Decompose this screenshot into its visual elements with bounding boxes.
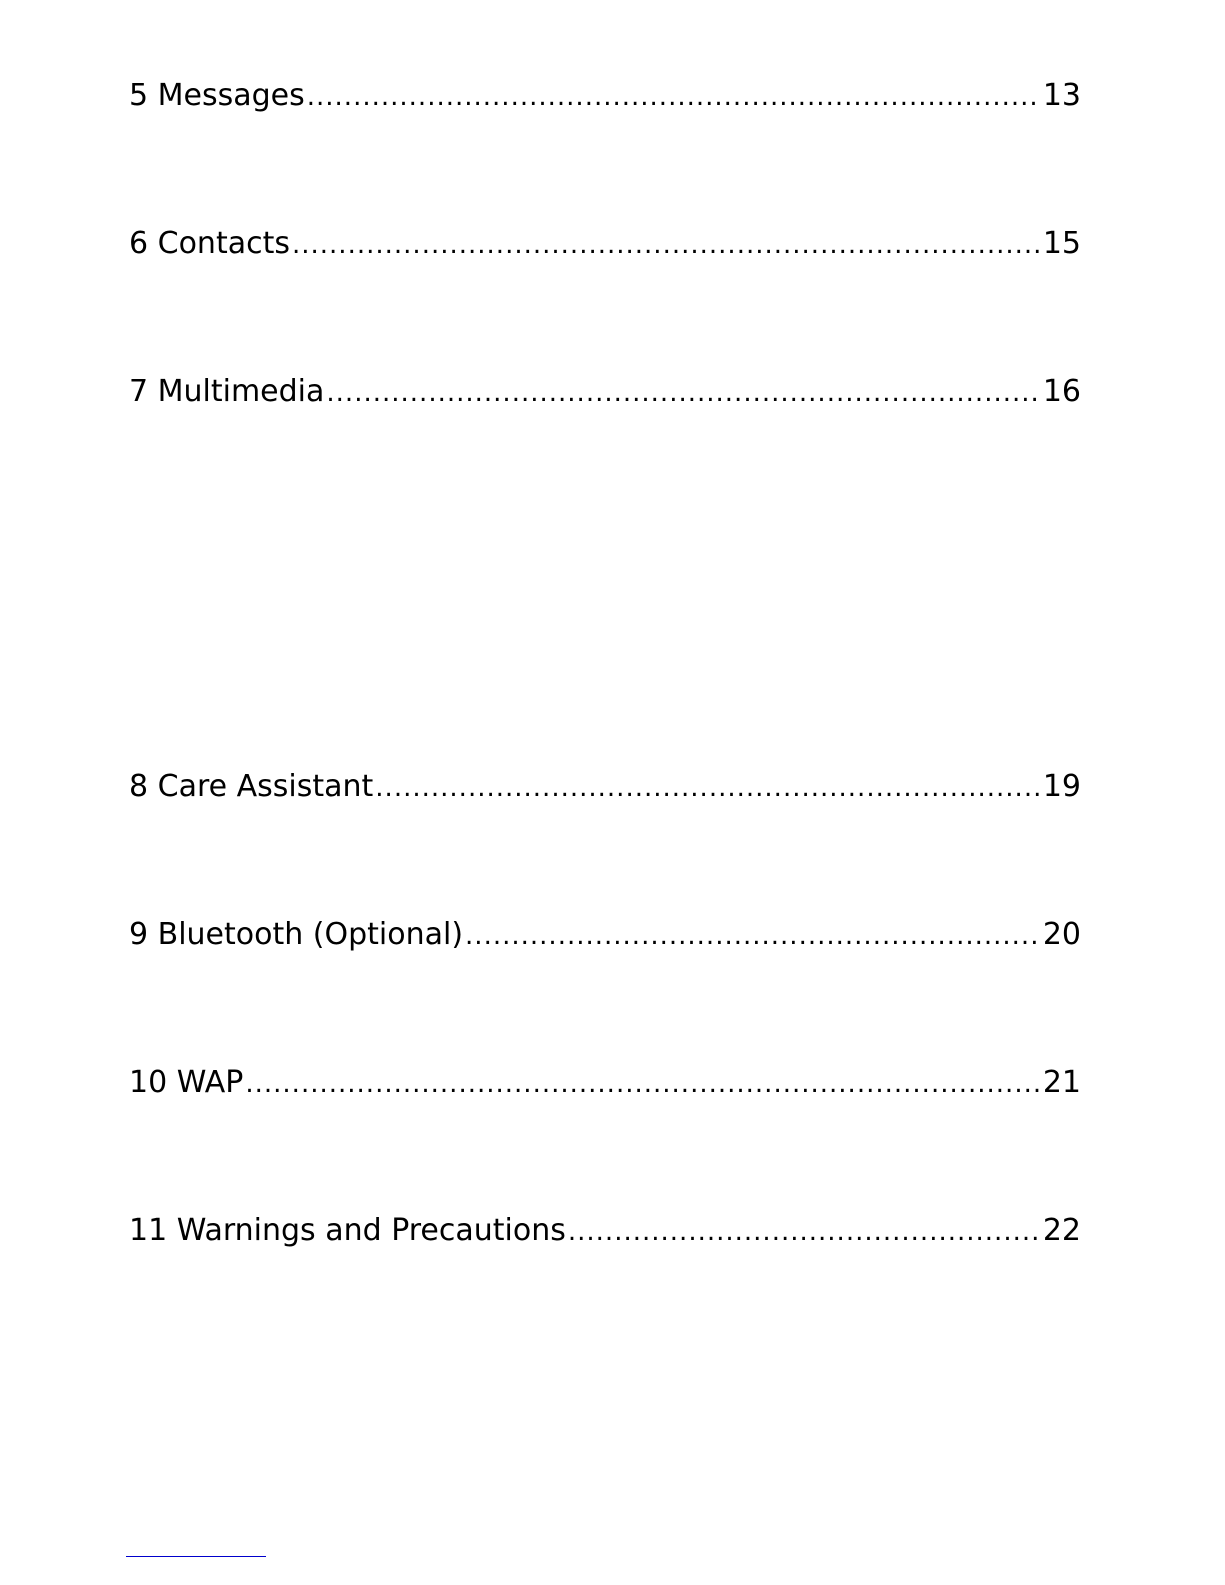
toc-entry-title: 9 Bluetooth (Optional)	[129, 917, 464, 952]
toc-entry-page-number: 16	[1042, 374, 1081, 409]
footer-rule	[126, 1556, 266, 1557]
toc-entry-messages[interactable]	[129, 76, 1081, 116]
toc-entry-page-number: 13	[1042, 78, 1081, 113]
toc-entry-page-number: 19	[1042, 769, 1081, 804]
toc-dot-leader	[375, 768, 1041, 807]
toc-dot-leader	[245, 1064, 1040, 1103]
toc-entry-title: 6 Contacts	[129, 226, 290, 261]
toc-entry-title: 5 Messages	[129, 78, 305, 113]
toc-entry-multimedia[interactable]	[129, 372, 1081, 412]
toc-entry-contacts[interactable]	[129, 224, 1081, 264]
toc-entry-page-number: 15	[1042, 226, 1081, 261]
toc-dot-leader	[307, 77, 1041, 116]
toc-dot-leader	[568, 1212, 1041, 1251]
toc-dot-leader	[292, 225, 1041, 264]
toc-entry-page-number: 20	[1042, 917, 1081, 952]
toc-dot-leader	[326, 373, 1040, 412]
toc-entry-warnings[interactable]	[129, 1211, 1081, 1251]
toc-entry-bluetooth[interactable]	[129, 915, 1081, 955]
toc-entry-page-number: 21	[1042, 1065, 1081, 1100]
toc-entry-page-number: 22	[1042, 1213, 1081, 1248]
toc-dot-leader	[465, 916, 1041, 955]
toc-entry-title: 11 Warnings and Precautions	[129, 1213, 566, 1248]
toc-entry-care-assistant[interactable]	[129, 767, 1081, 807]
toc-entry-title: 7 Multimedia	[129, 374, 325, 409]
toc-entry-title: 10 WAP	[129, 1065, 244, 1100]
toc-entry-wap[interactable]	[129, 1063, 1081, 1103]
toc-entry-title: 8 Care Assistant	[129, 769, 374, 804]
